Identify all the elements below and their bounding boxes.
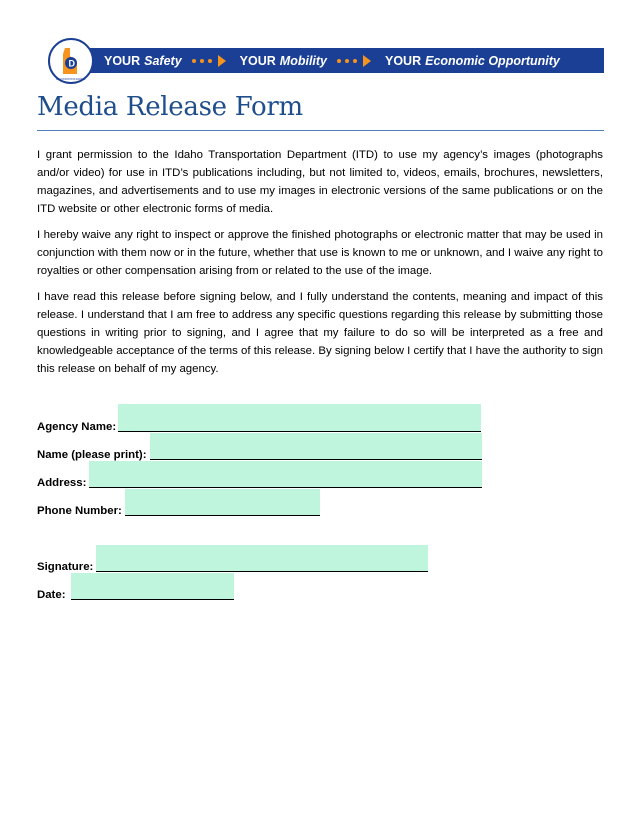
logo-text: IDAHO TRANSPORTATION DEPARTMENT: [56, 77, 87, 81]
itd-logo: [48, 38, 94, 84]
banner-mobility: YOUR Mobility: [239, 53, 327, 68]
title-divider: [37, 130, 604, 131]
date-field[interactable]: [71, 573, 234, 600]
address-underline: [89, 487, 482, 488]
header-banner: [80, 48, 604, 73]
name-underline: [150, 459, 482, 460]
paragraph-waiver: I hereby waive any right to inspect or approve the finished photographs or electronic matter that may be used in conjunction with them now or in the future, whether that use is known to me or unknown, and I waive any right to royalties or other compensation arising from or related to the use of the image.: [37, 229, 603, 277]
agency-name-underline: [118, 431, 481, 432]
page-title: Media Release Form: [37, 92, 303, 122]
name-field[interactable]: [150, 433, 482, 460]
date-label: Date:: [37, 589, 66, 601]
signature-label: Signature:: [37, 561, 94, 573]
idaho-state-icon: [50, 40, 92, 82]
paragraph-permission: I grant permission to the Idaho Transportation Department (ITD) to use my agency’s images (photographs and/or video) for use in ITD’s publications including, but not limited to, videos, emails, brochures, newsletters, magazines, and advertisements and to use my images in electronic versions of the same publications or on the ITD website or other electronic forms of media.: [37, 149, 603, 215]
signature-underline: [96, 571, 428, 572]
arrow-dots-icon: [337, 55, 379, 67]
signature-field[interactable]: [96, 545, 428, 572]
name-label: Name (please print):: [37, 449, 147, 461]
agency-name-label: Agency Name:: [37, 421, 117, 433]
phone-field[interactable]: [125, 489, 320, 516]
address-field[interactable]: [89, 461, 482, 488]
arrow-dots-icon: [192, 55, 234, 67]
paragraph-acknowledgement: I have read this release before signing below, and I fully understand the contents, meaning and impact of this release. I understand that I am free to address any specific questions regarding this release by submitting those questions in writing prior to signing, and I agree that my failure to do so will be interpreted as a free and knowledgeable acceptance of the terms of this release. By signing below I certify that I have the authority to sign this release on behalf of my agency.: [37, 291, 603, 375]
address-label: Address:: [37, 477, 87, 489]
agency-name-field[interactable]: [118, 404, 481, 432]
phone-underline: [125, 515, 320, 516]
banner-safety: YOUR Safety: [104, 53, 182, 68]
banner-economic: YOUR Economic Opportunity: [385, 53, 560, 68]
date-underline: [71, 599, 234, 600]
phone-label: Phone Number:: [37, 505, 122, 517]
svg-text:D: D: [68, 58, 75, 69]
